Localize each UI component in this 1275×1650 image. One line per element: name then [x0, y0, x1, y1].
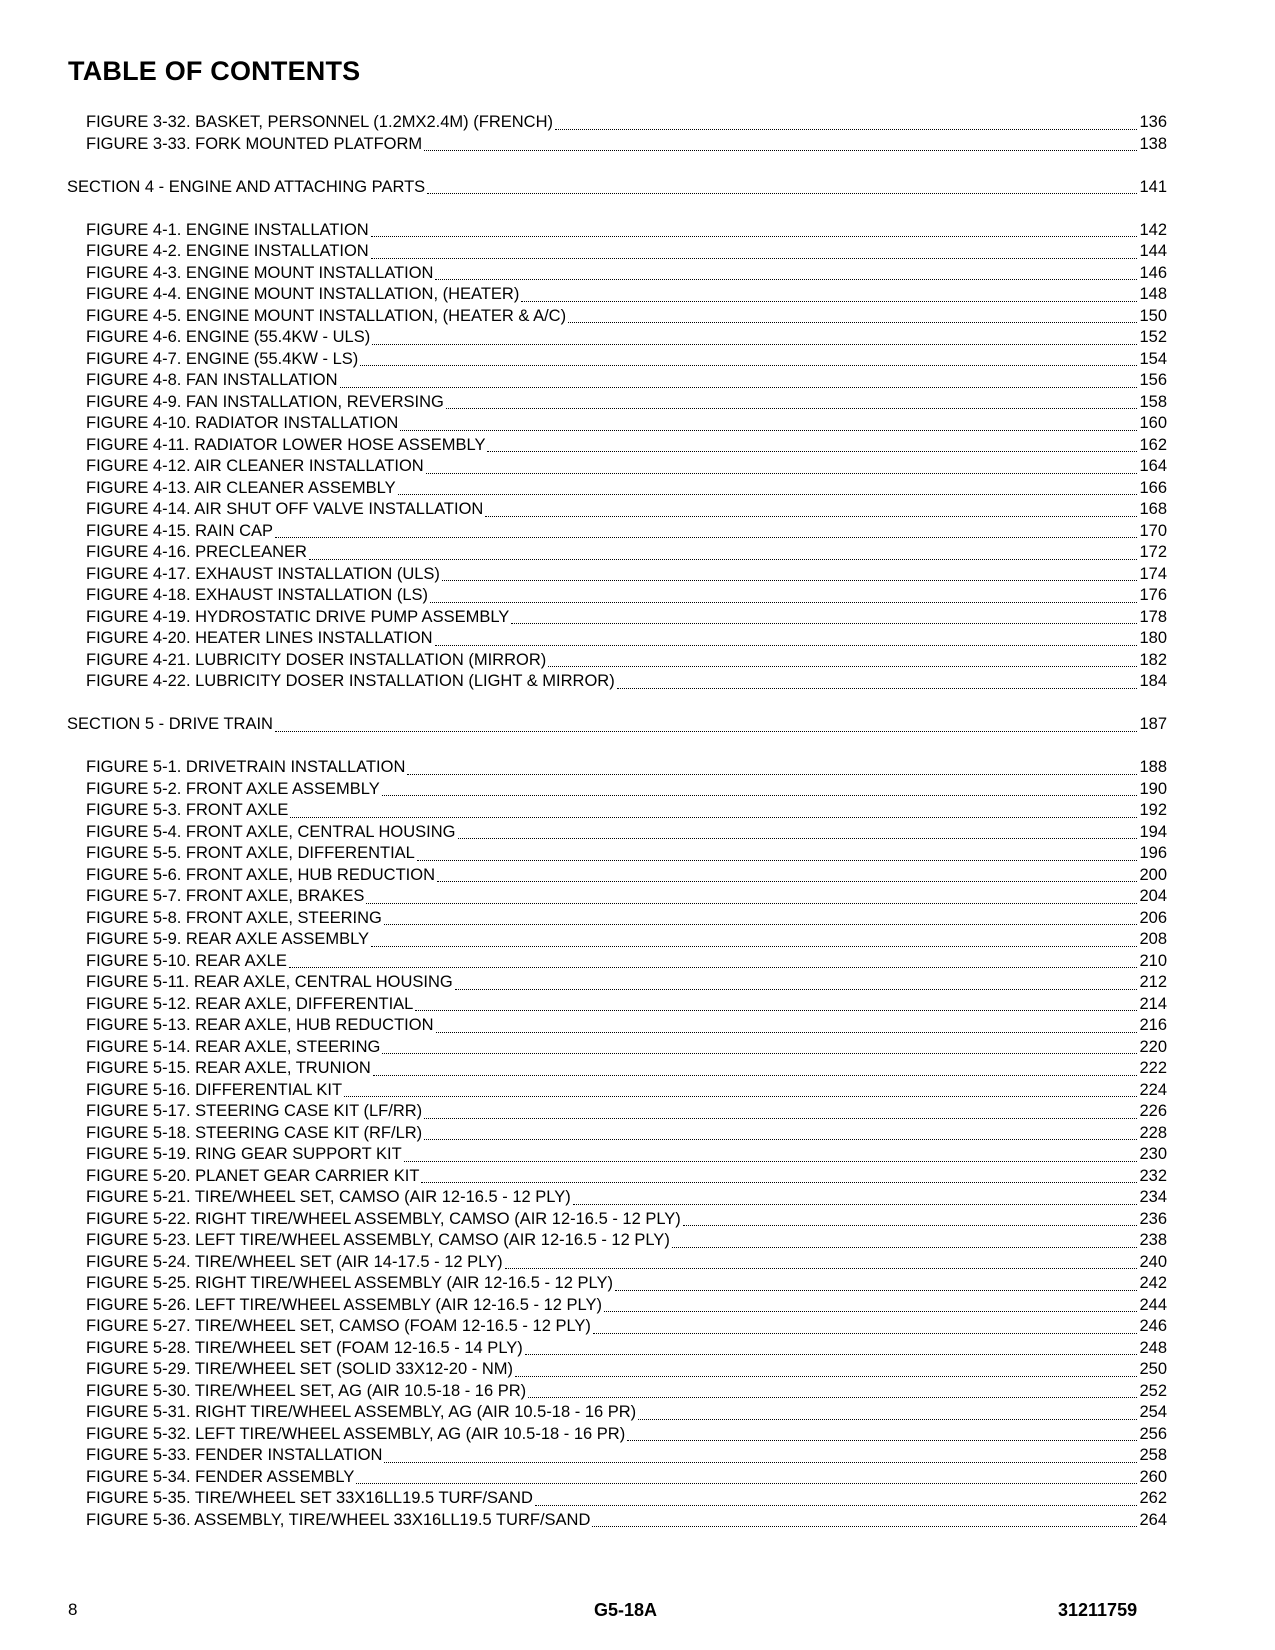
toc-entry-label: FIGURE 5-10. REAR AXLE — [86, 951, 287, 970]
toc-entry-page: 204 — [1139, 887, 1167, 905]
toc-entry-page: 244 — [1139, 1295, 1167, 1314]
toc-figure-entry[interactable] — [67, 1037, 1167, 1059]
toc-entry-label: FIGURE 4-2. ENGINE INSTALLATION — [86, 242, 369, 260]
toc-figure-entry[interactable] — [67, 284, 1167, 306]
toc-figure-entry[interactable] — [67, 306, 1167, 328]
toc-entry-page: 232 — [1139, 1166, 1167, 1185]
toc-entry-page: 264 — [1139, 1510, 1167, 1529]
toc-entry-page: 148 — [1139, 285, 1167, 303]
dot-leader — [521, 300, 1137, 302]
toc-figure-entry[interactable] — [67, 1445, 1167, 1467]
toc-entry-label: FIGURE 4-14. AIR SHUT OFF VALVE INSTALLATION — [86, 500, 484, 518]
toc-figure-entry[interactable] — [67, 585, 1167, 607]
toc-entry-label: FIGURE 5-29. TIRE/WHEEL SET (SOLID 33X12-20 - NM) — [86, 1360, 513, 1378]
toc-figure-entry[interactable] — [67, 1467, 1167, 1489]
dot-leader — [382, 794, 1138, 796]
dot-leader — [340, 386, 1138, 388]
toc-entry-page: 170 — [1139, 521, 1167, 540]
dot-leader — [458, 837, 1138, 839]
toc-list — [67, 112, 1167, 1531]
toc-section-entry[interactable] — [67, 177, 1167, 199]
dot-leader — [446, 407, 1138, 409]
dot-leader — [371, 235, 1138, 237]
toc-entry-label: FIGURE 5-21. TIRE/WHEEL SET, CAMSO (AIR 12-16.5 - 12 PLY) — [86, 1188, 571, 1206]
toc-figure-entry[interactable] — [67, 908, 1167, 930]
dot-leader — [398, 493, 1138, 495]
toc-figure-entry[interactable] — [67, 413, 1167, 435]
dot-leader — [373, 1074, 1138, 1076]
toc-entry-label: FIGURE 5-9. REAR AXLE ASSEMBLY — [86, 930, 370, 948]
toc-entry-label: FIGURE 5-26. LEFT TIRE/WHEEL ASSEMBLY (AIR 12-16.5 - 12 PLY) — [86, 1295, 602, 1314]
dot-leader — [360, 364, 1137, 366]
toc-figure-entry[interactable] — [67, 1230, 1167, 1252]
dot-leader — [366, 902, 1137, 904]
toc-figure-entry[interactable] — [67, 822, 1167, 844]
toc-entry-label: FIGURE 4-7. ENGINE (55.4KW - LS) — [86, 349, 359, 368]
toc-entry-page: 162 — [1139, 435, 1167, 454]
toc-entry-page: 224 — [1139, 1080, 1167, 1099]
toc-entry-page: 252 — [1139, 1381, 1167, 1400]
toc-entry-page: 182 — [1139, 650, 1167, 669]
toc-entry-label: FIGURE 5-25. RIGHT TIRE/WHEEL ASSEMBLY (AIR 12-16.5 - 12 PLY) — [86, 1274, 613, 1292]
toc-entry-page: 262 — [1139, 1489, 1167, 1507]
toc-entry-label: FIGURE 4-21. LUBRICITY DOSER INSTALLATION (MIRROR) — [86, 650, 547, 669]
toc-entry-label: FIGURE 4-20. HEATER LINES INSTALLATION — [86, 629, 433, 647]
toc-entry-page: 180 — [1139, 629, 1167, 647]
toc-entry-page: 254 — [1139, 1403, 1167, 1421]
dot-leader — [528, 1396, 1137, 1398]
toc-entry-page: 174 — [1139, 564, 1167, 583]
dot-leader — [356, 1482, 1137, 1484]
toc-entry-page: 144 — [1139, 242, 1167, 260]
toc-entry-page: 260 — [1139, 1467, 1167, 1486]
toc-entry-label: FIGURE 5-17. STEERING CASE KIT (LF/RR) — [86, 1102, 423, 1120]
toc-figure-entry[interactable] — [67, 1101, 1167, 1123]
toc-entry-label: FIGURE 4-3. ENGINE MOUNT INSTALLATION — [86, 263, 434, 282]
toc-figure-entry[interactable] — [67, 1488, 1167, 1510]
dot-leader — [415, 1009, 1137, 1011]
toc-figure-entry[interactable] — [67, 220, 1167, 242]
toc-figure-entry[interactable] — [67, 1123, 1167, 1145]
dot-leader — [505, 1267, 1138, 1269]
toc-figure-entry[interactable] — [67, 478, 1167, 500]
toc-entry-page: 194 — [1139, 822, 1167, 841]
toc-entry-page: 192 — [1139, 801, 1167, 819]
toc-entry-page: 228 — [1139, 1123, 1167, 1142]
toc-entry-label: FIGURE 4-15. RAIN CAP — [86, 521, 274, 540]
toc-entry-page: 256 — [1139, 1424, 1167, 1443]
dot-leader — [400, 429, 1137, 431]
toc-figure-entry[interactable] — [67, 1424, 1167, 1446]
toc-entry-label: FIGURE 5-34. FENDER ASSEMBLY — [86, 1467, 355, 1486]
toc-entry-label: FIGURE 5-24. TIRE/WHEEL SET (AIR 14-17.5 - 12 PLY) — [86, 1252, 503, 1271]
toc-entry-page: 238 — [1139, 1231, 1167, 1249]
toc-entry-page: 214 — [1139, 994, 1167, 1013]
toc-figure-entry[interactable] — [67, 671, 1167, 693]
toc-figure-entry[interactable] — [67, 951, 1167, 973]
dot-leader — [593, 1332, 1138, 1334]
toc-entry-label: FIGURE 5-19. RING GEAR SUPPORT KIT — [86, 1145, 402, 1163]
dot-leader — [511, 622, 1137, 624]
toc-entry-label: FIGURE 4-10. RADIATOR INSTALLATION — [86, 414, 399, 432]
toc-figure-entry[interactable] — [67, 1510, 1167, 1532]
dot-leader — [424, 1138, 1137, 1140]
toc-entry-label: FIGURE 5-15. REAR AXLE, TRUNION — [86, 1059, 371, 1077]
dot-leader — [275, 536, 1137, 538]
toc-entry-label: SECTION 4 - ENGINE AND ATTACHING PARTS — [67, 177, 426, 196]
dot-leader — [485, 515, 1137, 517]
toc-entry-label: FIGURE 5-33. FENDER INSTALLATION — [86, 1446, 383, 1464]
toc-figure-entry[interactable] — [67, 972, 1167, 994]
toc-entry-label: FIGURE 4-9. FAN INSTALLATION, REVERSING — [86, 392, 444, 411]
dot-leader — [421, 1181, 1137, 1183]
dot-leader — [372, 343, 1137, 345]
toc-entry-label: FIGURE 4-17. EXHAUST INSTALLATION (ULS) — [86, 564, 440, 583]
toc-entry-label: FIGURE 4-18. EXHAUST INSTALLATION (LS) — [86, 586, 428, 604]
toc-entry-label: FIGURE 5-18. STEERING CASE KIT (RF/LR) — [86, 1123, 423, 1142]
toc-figure-entry[interactable] — [67, 1209, 1167, 1231]
toc-figure-entry[interactable] — [67, 929, 1167, 951]
toc-entry-label: FIGURE 3-33. FORK MOUNTED PLATFORM — [86, 134, 423, 153]
dot-leader — [568, 321, 1137, 323]
toc-figure-entry[interactable] — [67, 1015, 1167, 1037]
page-title: TABLE OF CONTENTS — [68, 56, 361, 86]
toc-entry-page: 152 — [1139, 328, 1167, 346]
toc-figure-entry[interactable] — [67, 1316, 1167, 1338]
toc-entry-page: 226 — [1139, 1102, 1167, 1120]
toc-entry-label: FIGURE 5-20. PLANET GEAR CARRIER KIT — [86, 1166, 420, 1185]
toc-figure-entry[interactable] — [67, 370, 1167, 392]
toc-entry-label: FIGURE 4-8. FAN INSTALLATION — [86, 371, 338, 389]
footer-model: G5-18A — [594, 1600, 658, 1620]
toc-entry-page: 258 — [1139, 1446, 1167, 1464]
dot-leader — [404, 1160, 1138, 1162]
toc-figure-entry[interactable] — [67, 542, 1167, 564]
dot-leader — [548, 665, 1137, 667]
toc-entry-label: FIGURE 5-11. REAR AXLE, CENTRAL HOUSING — [86, 973, 453, 991]
toc-entry-page: 220 — [1139, 1037, 1167, 1056]
toc-figure-entry[interactable] — [67, 1402, 1167, 1424]
toc-figure-entry[interactable] — [67, 521, 1167, 543]
footer-page-number: 8 — [68, 1600, 78, 1619]
dot-leader — [525, 1353, 1138, 1355]
toc-entry-page: 172 — [1139, 543, 1167, 561]
dot-leader — [592, 1525, 1137, 1527]
toc-entry-label: FIGURE 5-30. TIRE/WHEEL SET, AG (AIR 10.5-18 - 16 PR) — [86, 1381, 527, 1400]
toc-entry-page: 206 — [1139, 908, 1167, 927]
toc-figure-entry[interactable] — [67, 499, 1167, 521]
toc-entry-label: FIGURE 5-16. DIFFERENTIAL KIT — [86, 1080, 343, 1099]
dot-leader — [417, 859, 1138, 861]
dot-leader — [427, 192, 1137, 194]
toc-figure-entry[interactable] — [67, 1381, 1167, 1403]
dot-leader — [275, 730, 1137, 732]
toc-entry-page: 168 — [1139, 500, 1167, 518]
toc-entry-page: 136 — [1139, 113, 1167, 131]
toc-entry-label: FIGURE 5-35. TIRE/WHEEL SET 33X16LL19.5 TURF/SAND — [86, 1489, 533, 1507]
toc-figure-entry[interactable] — [67, 327, 1167, 349]
toc-entry-label: FIGURE 4-6. ENGINE (55.4KW - ULS) — [86, 328, 371, 346]
toc-entry-page: 187 — [1139, 715, 1167, 733]
toc-figure-entry[interactable] — [67, 1338, 1167, 1360]
toc-entry-page: 250 — [1139, 1360, 1167, 1378]
toc-entry-page: 156 — [1139, 371, 1167, 389]
toc-figure-entry[interactable] — [67, 392, 1167, 414]
toc-entry-label: FIGURE 4-13. AIR CLEANER ASSEMBLY — [86, 478, 396, 497]
toc-figure-entry[interactable] — [67, 112, 1167, 134]
toc-entry-label: FIGURE 5-2. FRONT AXLE ASSEMBLY — [86, 779, 380, 798]
toc-entry-page: 158 — [1139, 392, 1167, 411]
toc-figure-entry[interactable] — [67, 886, 1167, 908]
toc-figure-entry[interactable] — [67, 1252, 1167, 1274]
dot-leader — [515, 1375, 1137, 1377]
dot-leader — [487, 450, 1137, 452]
toc-entry-page: 200 — [1139, 865, 1167, 884]
toc-entry-page: 234 — [1139, 1188, 1167, 1206]
toc-figure-entry[interactable] — [67, 865, 1167, 887]
dot-leader — [627, 1439, 1137, 1441]
dot-leader — [615, 1289, 1138, 1291]
toc-entry-page: 236 — [1139, 1209, 1167, 1228]
toc-entry-page: 184 — [1139, 672, 1167, 690]
dot-leader — [309, 558, 1137, 560]
toc-figure-entry[interactable] — [67, 349, 1167, 371]
toc-figure-entry[interactable] — [67, 1359, 1167, 1381]
dot-leader — [435, 278, 1137, 280]
dot-leader — [672, 1246, 1138, 1248]
toc-figure-entry[interactable] — [67, 1295, 1167, 1317]
toc-figure-entry[interactable] — [67, 1080, 1167, 1102]
dot-leader — [430, 601, 1137, 603]
dot-leader — [638, 1418, 1137, 1420]
toc-entry-label: FIGURE 5-5. FRONT AXLE, DIFFERENTIAL — [86, 844, 415, 862]
toc-entry-page: 176 — [1139, 586, 1167, 604]
toc-entry-page: 188 — [1139, 758, 1167, 776]
toc-entry-page: 208 — [1139, 930, 1167, 948]
toc-entry-page: 230 — [1139, 1145, 1167, 1163]
dot-leader — [384, 923, 1138, 925]
toc-entry-page: 222 — [1139, 1059, 1167, 1077]
dot-leader — [617, 687, 1138, 689]
dot-leader — [384, 1461, 1137, 1463]
toc-figure-entry[interactable] — [67, 134, 1167, 156]
toc-entry-label: FIGURE 5-4. FRONT AXLE, CENTRAL HOUSING — [86, 822, 456, 841]
dot-leader — [424, 149, 1137, 151]
footer-doc-number: 31211759 — [1058, 1600, 1138, 1620]
toc-entry-label: FIGURE 5-32. LEFT TIRE/WHEEL ASSEMBLY, AG (AIR 10.5-18 - 16 PR) — [86, 1424, 626, 1443]
toc-entry-label: FIGURE 5-22. RIGHT TIRE/WHEEL ASSEMBLY, CAMSO (AIR 12-16.5 - 12 PLY) — [86, 1209, 681, 1228]
toc-entry-label: FIGURE 5-14. REAR AXLE, STEERING — [86, 1037, 381, 1056]
toc-entry-label: FIGURE 5-27. TIRE/WHEEL SET, CAMSO (FOAM 12-16.5 - 12 PLY) — [86, 1317, 591, 1335]
toc-entry-label: FIGURE 5-23. LEFT TIRE/WHEEL ASSEMBLY, CAMSO (AIR 12-16.5 - 12 PLY) — [86, 1231, 670, 1249]
toc-figure-entry[interactable] — [67, 650, 1167, 672]
toc-figure-entry[interactable] — [67, 1273, 1167, 1295]
dot-leader — [290, 816, 1137, 818]
toc-figure-entry[interactable] — [67, 1166, 1167, 1188]
toc-figure-entry[interactable] — [67, 456, 1167, 478]
toc-entry-page: 141 — [1139, 177, 1167, 196]
toc-entry-label: FIGURE 4-19. HYDROSTATIC DRIVE PUMP ASSEMBLY — [86, 607, 510, 626]
dot-leader — [371, 945, 1137, 947]
toc-entry-page: 150 — [1139, 306, 1167, 325]
dot-leader — [683, 1224, 1138, 1226]
dot-leader — [455, 988, 1138, 990]
toc-entry-page: 164 — [1139, 457, 1167, 475]
toc-entry-page: 196 — [1139, 844, 1167, 862]
toc-figure-entry[interactable] — [67, 800, 1167, 822]
dot-leader — [426, 472, 1138, 474]
toc-figure-entry[interactable] — [67, 435, 1167, 457]
toc-entry-label: FIGURE 4-1. ENGINE INSTALLATION — [86, 220, 369, 239]
dot-leader — [289, 966, 1138, 968]
toc-entry-label: FIGURE 4-5. ENGINE MOUNT INSTALLATION, (HEATER & A/C) — [86, 306, 567, 325]
toc-entry-page: 146 — [1139, 263, 1167, 282]
dot-leader — [424, 1117, 1137, 1119]
toc-entry-label: FIGURE 5-7. FRONT AXLE, BRAKES — [86, 887, 365, 905]
toc-entry-page: 160 — [1139, 414, 1167, 432]
toc-figure-entry[interactable] — [67, 607, 1167, 629]
dot-leader — [604, 1310, 1138, 1312]
dot-leader — [407, 773, 1137, 775]
toc-entry-label: FIGURE 5-13. REAR AXLE, HUB REDUCTION — [86, 1016, 434, 1034]
toc-entry-page: 210 — [1139, 951, 1167, 970]
toc-entry-page: 178 — [1139, 607, 1167, 626]
dot-leader — [573, 1203, 1138, 1205]
toc-figure-entry[interactable] — [67, 628, 1167, 650]
toc-figure-entry[interactable] — [67, 843, 1167, 865]
toc-entry-page: 190 — [1139, 779, 1167, 798]
toc-entry-label: FIGURE 5-12. REAR AXLE, DIFFERENTIAL — [86, 994, 414, 1013]
toc-entry-page: 166 — [1139, 478, 1167, 497]
toc-figure-entry[interactable] — [67, 779, 1167, 801]
toc-entry-label: FIGURE 4-16. PRECLEANER — [86, 543, 307, 561]
toc-entry-label: FIGURE 4-22. LUBRICITY DOSER INSTALLATION (LIGHT & MIRROR) — [86, 672, 615, 690]
toc-entry-label: FIGURE 4-11. RADIATOR LOWER HOSE ASSEMBLY — [86, 435, 486, 454]
toc-entry-label: FIGURE 5-6. FRONT AXLE, HUB REDUCTION — [86, 865, 435, 884]
toc-entry-label: FIGURE 5-31. RIGHT TIRE/WHEEL ASSEMBLY, AG (AIR 10.5-18 - 16 PR) — [86, 1403, 637, 1421]
dot-leader — [436, 1031, 1138, 1033]
toc-entry-label: FIGURE 5-8. FRONT AXLE, STEERING — [86, 908, 382, 927]
toc-figure-entry[interactable] — [67, 564, 1167, 586]
toc-entry-page: 154 — [1139, 349, 1167, 368]
toc-figure-entry[interactable] — [67, 757, 1167, 779]
toc-entry-page: 248 — [1139, 1338, 1167, 1357]
toc-figure-entry[interactable] — [67, 241, 1167, 263]
toc-section-entry[interactable] — [67, 714, 1167, 736]
toc-entry-page: 138 — [1139, 134, 1167, 153]
toc-entry-page: 240 — [1139, 1252, 1167, 1271]
dot-leader — [437, 880, 1137, 882]
toc-entry-page: 142 — [1139, 220, 1167, 239]
toc-figure-entry[interactable] — [67, 994, 1167, 1016]
toc-entry-label: FIGURE 5-28. TIRE/WHEEL SET (FOAM 12-16.5 - 14 PLY) — [86, 1338, 523, 1357]
dot-leader — [344, 1095, 1137, 1097]
toc-entry-label: FIGURE 4-4. ENGINE MOUNT INSTALLATION, (HEATER) — [86, 285, 520, 303]
toc-figure-entry[interactable] — [67, 1144, 1167, 1166]
dot-leader — [442, 579, 1138, 581]
dot-leader — [435, 644, 1138, 646]
toc-figure-entry[interactable] — [67, 1187, 1167, 1209]
toc-entry-label: FIGURE 5-1. DRIVETRAIN INSTALLATION — [86, 758, 406, 776]
toc-entry-page: 242 — [1139, 1274, 1167, 1292]
dot-leader — [555, 128, 1137, 130]
toc-figure-entry[interactable] — [67, 263, 1167, 285]
dot-leader — [535, 1504, 1138, 1506]
toc-entry-page: 246 — [1139, 1317, 1167, 1335]
dot-leader — [371, 257, 1138, 259]
toc-entry-label: FIGURE 5-3. FRONT AXLE — [86, 801, 289, 819]
toc-entry-label: FIGURE 5-36. ASSEMBLY, TIRE/WHEEL 33X16LL19.5 TURF/SAND — [86, 1510, 591, 1529]
toc-entry-label: FIGURE 4-12. AIR CLEANER INSTALLATION — [86, 457, 424, 475]
toc-entry-page: 216 — [1139, 1016, 1167, 1034]
toc-figure-entry[interactable] — [67, 1058, 1167, 1080]
toc-entry-label: FIGURE 3-32. BASKET, PERSONNEL (1.2MX2.4M) (FRENCH) — [86, 113, 553, 131]
dot-leader — [382, 1052, 1137, 1054]
toc-entry-label: SECTION 5 - DRIVE TRAIN — [67, 715, 273, 733]
toc-entry-page: 212 — [1139, 973, 1167, 991]
